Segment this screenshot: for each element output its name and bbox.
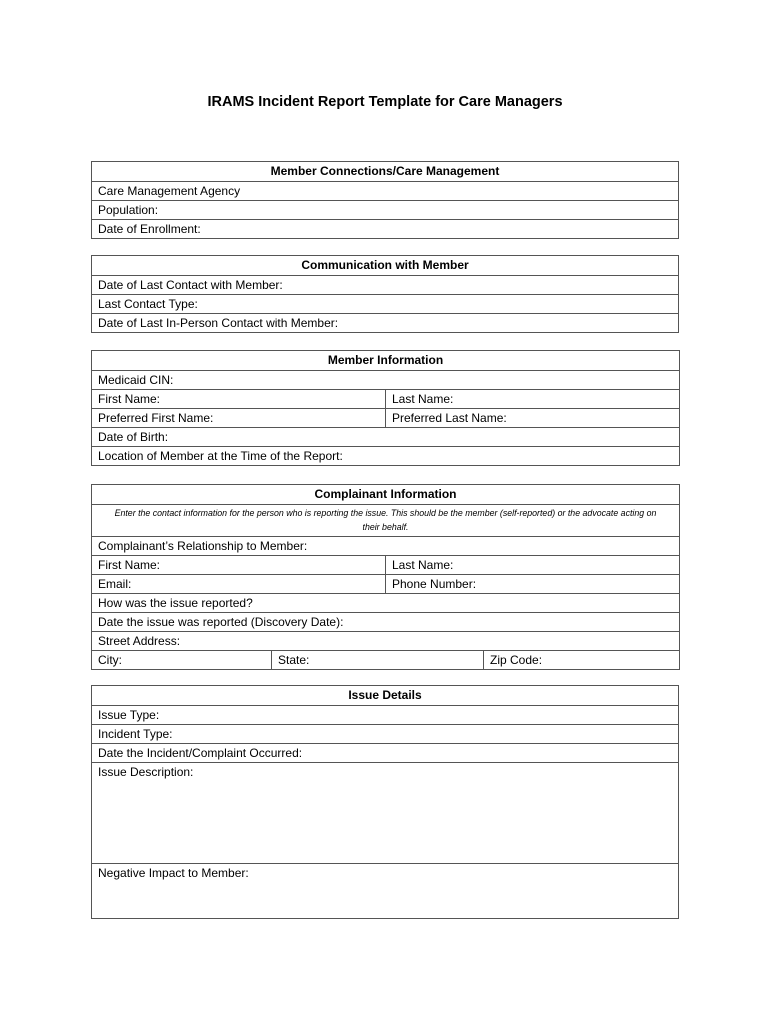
member-connections-heading: Member Connections/Care Management — [92, 162, 679, 182]
member-location-field[interactable]: Location of Member at the Time of the Report: — [92, 447, 680, 466]
member-information-section — [91, 350, 680, 466]
street-address-field[interactable]: Street Address: — [92, 632, 680, 651]
communication-section — [91, 255, 679, 333]
issue-description-field[interactable]: Issue Description: — [92, 763, 679, 864]
complainant-heading: Complainant Information — [92, 485, 680, 505]
last-contact-type-field[interactable]: Last Contact Type: — [92, 295, 679, 314]
negative-impact-field[interactable]: Negative Impact to Member: — [92, 864, 679, 919]
complainant-phone-field[interactable]: Phone Number: — [386, 575, 680, 594]
complainant-section — [91, 484, 680, 670]
complainant-relationship-field[interactable]: Complainant’s Relationship to Member: — [92, 537, 680, 556]
city-field[interactable]: City: — [92, 651, 272, 670]
state-field[interactable]: State: — [272, 651, 484, 670]
issue-details-heading: Issue Details — [92, 686, 679, 706]
date-of-birth-field[interactable]: Date of Birth: — [92, 428, 680, 447]
complainant-last-name-field[interactable]: Last Name: — [386, 556, 680, 575]
date-reported-field[interactable]: Date the issue was reported (Discovery Date): — [92, 613, 680, 632]
population-field[interactable]: Population: — [92, 201, 679, 220]
preferred-last-name-field[interactable]: Preferred Last Name: — [386, 409, 680, 428]
communication-heading: Communication with Member — [92, 256, 679, 276]
care-management-agency-field[interactable]: Care Management Agency — [92, 182, 679, 201]
date-last-contact-field[interactable]: Date of Last Contact with Member: — [92, 276, 679, 295]
medicaid-cin-field[interactable]: Medicaid CIN: — [92, 371, 680, 390]
document-title: IRAMS Incident Report Template for Care Managers — [207, 94, 563, 110]
issue-details-section — [91, 685, 679, 919]
issue-type-field[interactable]: Issue Type: — [92, 706, 679, 725]
date-of-enrollment-field[interactable]: Date of Enrollment: — [92, 220, 679, 239]
date-occurred-field[interactable]: Date the Incident/Complaint Occurred: — [92, 744, 679, 763]
zip-code-field[interactable]: Zip Code: — [484, 651, 680, 670]
member-connections-section — [91, 161, 679, 239]
member-last-name-field[interactable]: Last Name: — [386, 390, 680, 409]
complainant-instructions: Enter the contact information for the person who is reporting the issue. This should be the member (self-reported) or the advocate acting on their behalf. — [92, 505, 680, 537]
incident-type-field[interactable]: Incident Type: — [92, 725, 679, 744]
complainant-email-field[interactable]: Email: — [92, 575, 386, 594]
member-information-heading: Member Information — [92, 351, 680, 371]
how-reported-field[interactable]: How was the issue reported? — [92, 594, 680, 613]
date-last-in-person-field[interactable]: Date of Last In-Person Contact with Member: — [92, 314, 679, 333]
complainant-first-name-field[interactable]: First Name: — [92, 556, 386, 575]
preferred-first-name-field[interactable]: Preferred First Name: — [92, 409, 386, 428]
member-first-name-field[interactable]: First Name: — [92, 390, 386, 409]
